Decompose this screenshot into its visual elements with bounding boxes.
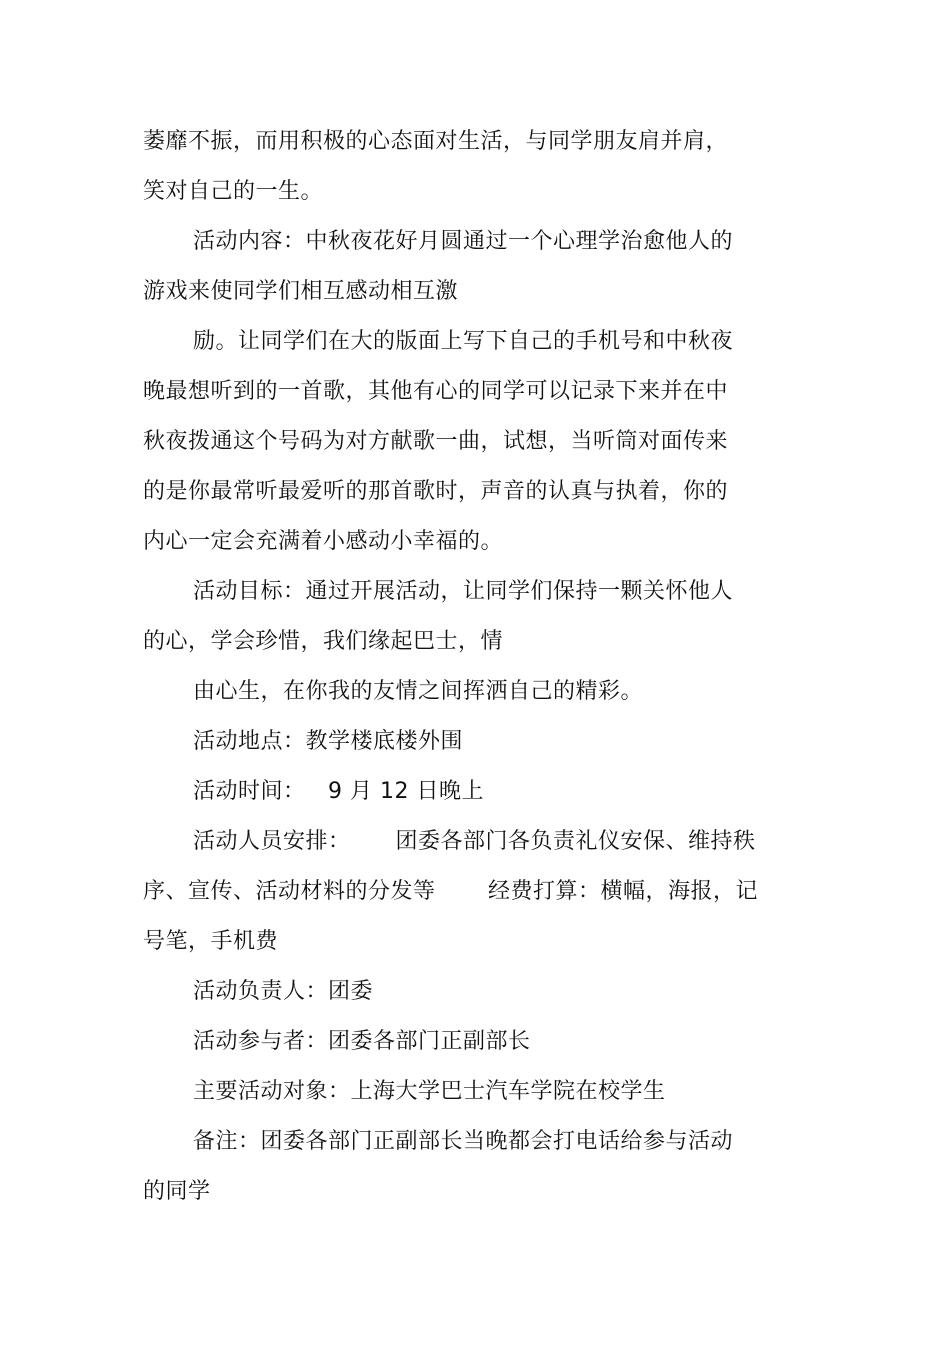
text-line-12: 由心生，在你我的友情之间挥洒自己的精彩。 [193, 679, 644, 704]
text-line-22: 的同学 [143, 1179, 211, 1204]
text-line-8: 的是你最常听最爱听的那首歌时，声音的认真与执着，你的 [143, 479, 729, 504]
text-line-4: 游戏来使同学们相互感动相互激 [143, 279, 459, 304]
text-line-18: 活动负责人：团委 [193, 979, 374, 1004]
text-line-13: 活动地点：教学楼底楼外围 [193, 729, 464, 754]
text-line-5: 励。让同学们在大的版面上写下自己的手机号和中秋夜 [193, 329, 734, 354]
text-line-19: 活动参与者：团委各部门正副部长 [193, 1029, 531, 1054]
text-line-20: 主要活动对象：上海大学巴士汽车学院在校学生 [193, 1079, 666, 1104]
text-line-7: 秋夜拨通这个号码为对方献歌一曲，试想，当听筒对面传来 [143, 429, 729, 454]
text-line-1: 萎靡不振，而用积极的心态面对生活，与同学朋友肩并肩， [143, 129, 729, 154]
text-line-21: 备注：团委各部门正副部长当晚都会打电话给参与活动 [193, 1129, 734, 1154]
text-line-17: 号笔，手机费 [143, 929, 279, 954]
text-line-2: 笑对自己的一生。 [143, 179, 324, 204]
text-line-16: 序、宣传、活动材料的分发等 经费打算：横幅，海报，记 [143, 879, 758, 904]
text-line-11: 的心，学会珍惜，我们缘起巴士，情 [143, 629, 504, 654]
text-line-14: 活动时间： 9 月 12 日晚上 [193, 779, 484, 804]
text-line-9: 内心一定会充满着小感动小幸福的。 [143, 529, 504, 554]
text-line-6: 晚最想听到的一首歌，其他有心的同学可以记录下来并在中 [143, 379, 729, 404]
text-line-15: 活动人员安排： 团委各部门各负责礼仪安保、维持秩 [193, 829, 756, 854]
text-line-10: 活动目标：通过开展活动，让同学们保持一颗关怀他人 [193, 579, 734, 604]
text-line-3: 活动内容：中秋夜花好月圆通过一个心理学治愈他人的 [193, 229, 734, 254]
